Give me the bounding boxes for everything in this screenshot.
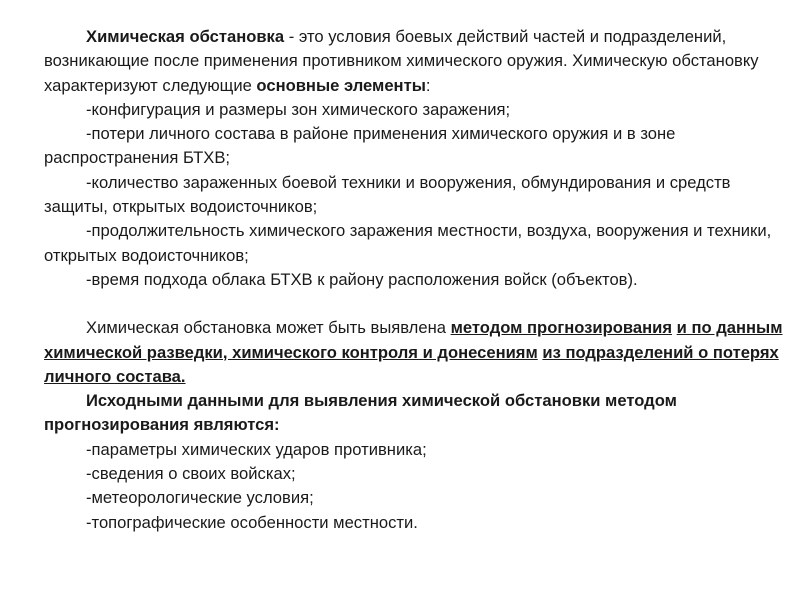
list-item-losses: -потери личного состава в районе применения химического оружия и в зоне распространения БТХВ;	[44, 124, 676, 168]
term-chemical-situation: Химическая обстановка	[86, 27, 285, 46]
method-forecasting: методом прогнозирования	[450, 318, 673, 338]
detection-paragraph	[44, 316, 792, 389]
emphasis-main-elements: основные элементы	[256, 75, 426, 95]
colon: :	[425, 75, 431, 95]
source-item-weather: -метеорологические условия;	[86, 488, 314, 508]
definition-text: - это условия боевых действий частей и подразделений, возникающие после применения противником химического оружия. Химическую обстановку характеризуют следующие	[44, 27, 759, 95]
detection-lead: Химическая обстановка может быть выявлена	[86, 318, 451, 338]
list-item-duration: -продолжительность химического заражения местности, воздуха, вооружения и техники, открытых водоисточников;	[44, 221, 772, 265]
method-reconnaissance: и по данным химической разведки, химического контроля и донесениям	[44, 318, 783, 362]
source-item-strikes: -параметры химических ударов противника;	[86, 439, 427, 459]
source-data-heading: Исходными данными для выявления химической обстановки методом прогнозирования являются:	[44, 391, 677, 435]
paragraph-spacer	[44, 292, 792, 316]
intro-paragraph	[44, 25, 792, 98]
list-item-cloud-time: -время подхода облака БТХВ к району расположения войск (объектов).	[86, 269, 638, 289]
method-reports: из подразделений о потерях личного состава.	[44, 342, 779, 386]
source-item-troops: -сведения о своих войсках;	[86, 464, 296, 484]
list-item-contaminated: -количество зараженных боевой техники и вооружения, обмундирования и средств защиты, открытых водоисточников;	[44, 172, 731, 217]
source-item-terrain: -топографические особенности местности.	[86, 512, 418, 532]
list-item-zones: -конфигурация и размеры зон химического заражения;	[86, 99, 511, 119]
